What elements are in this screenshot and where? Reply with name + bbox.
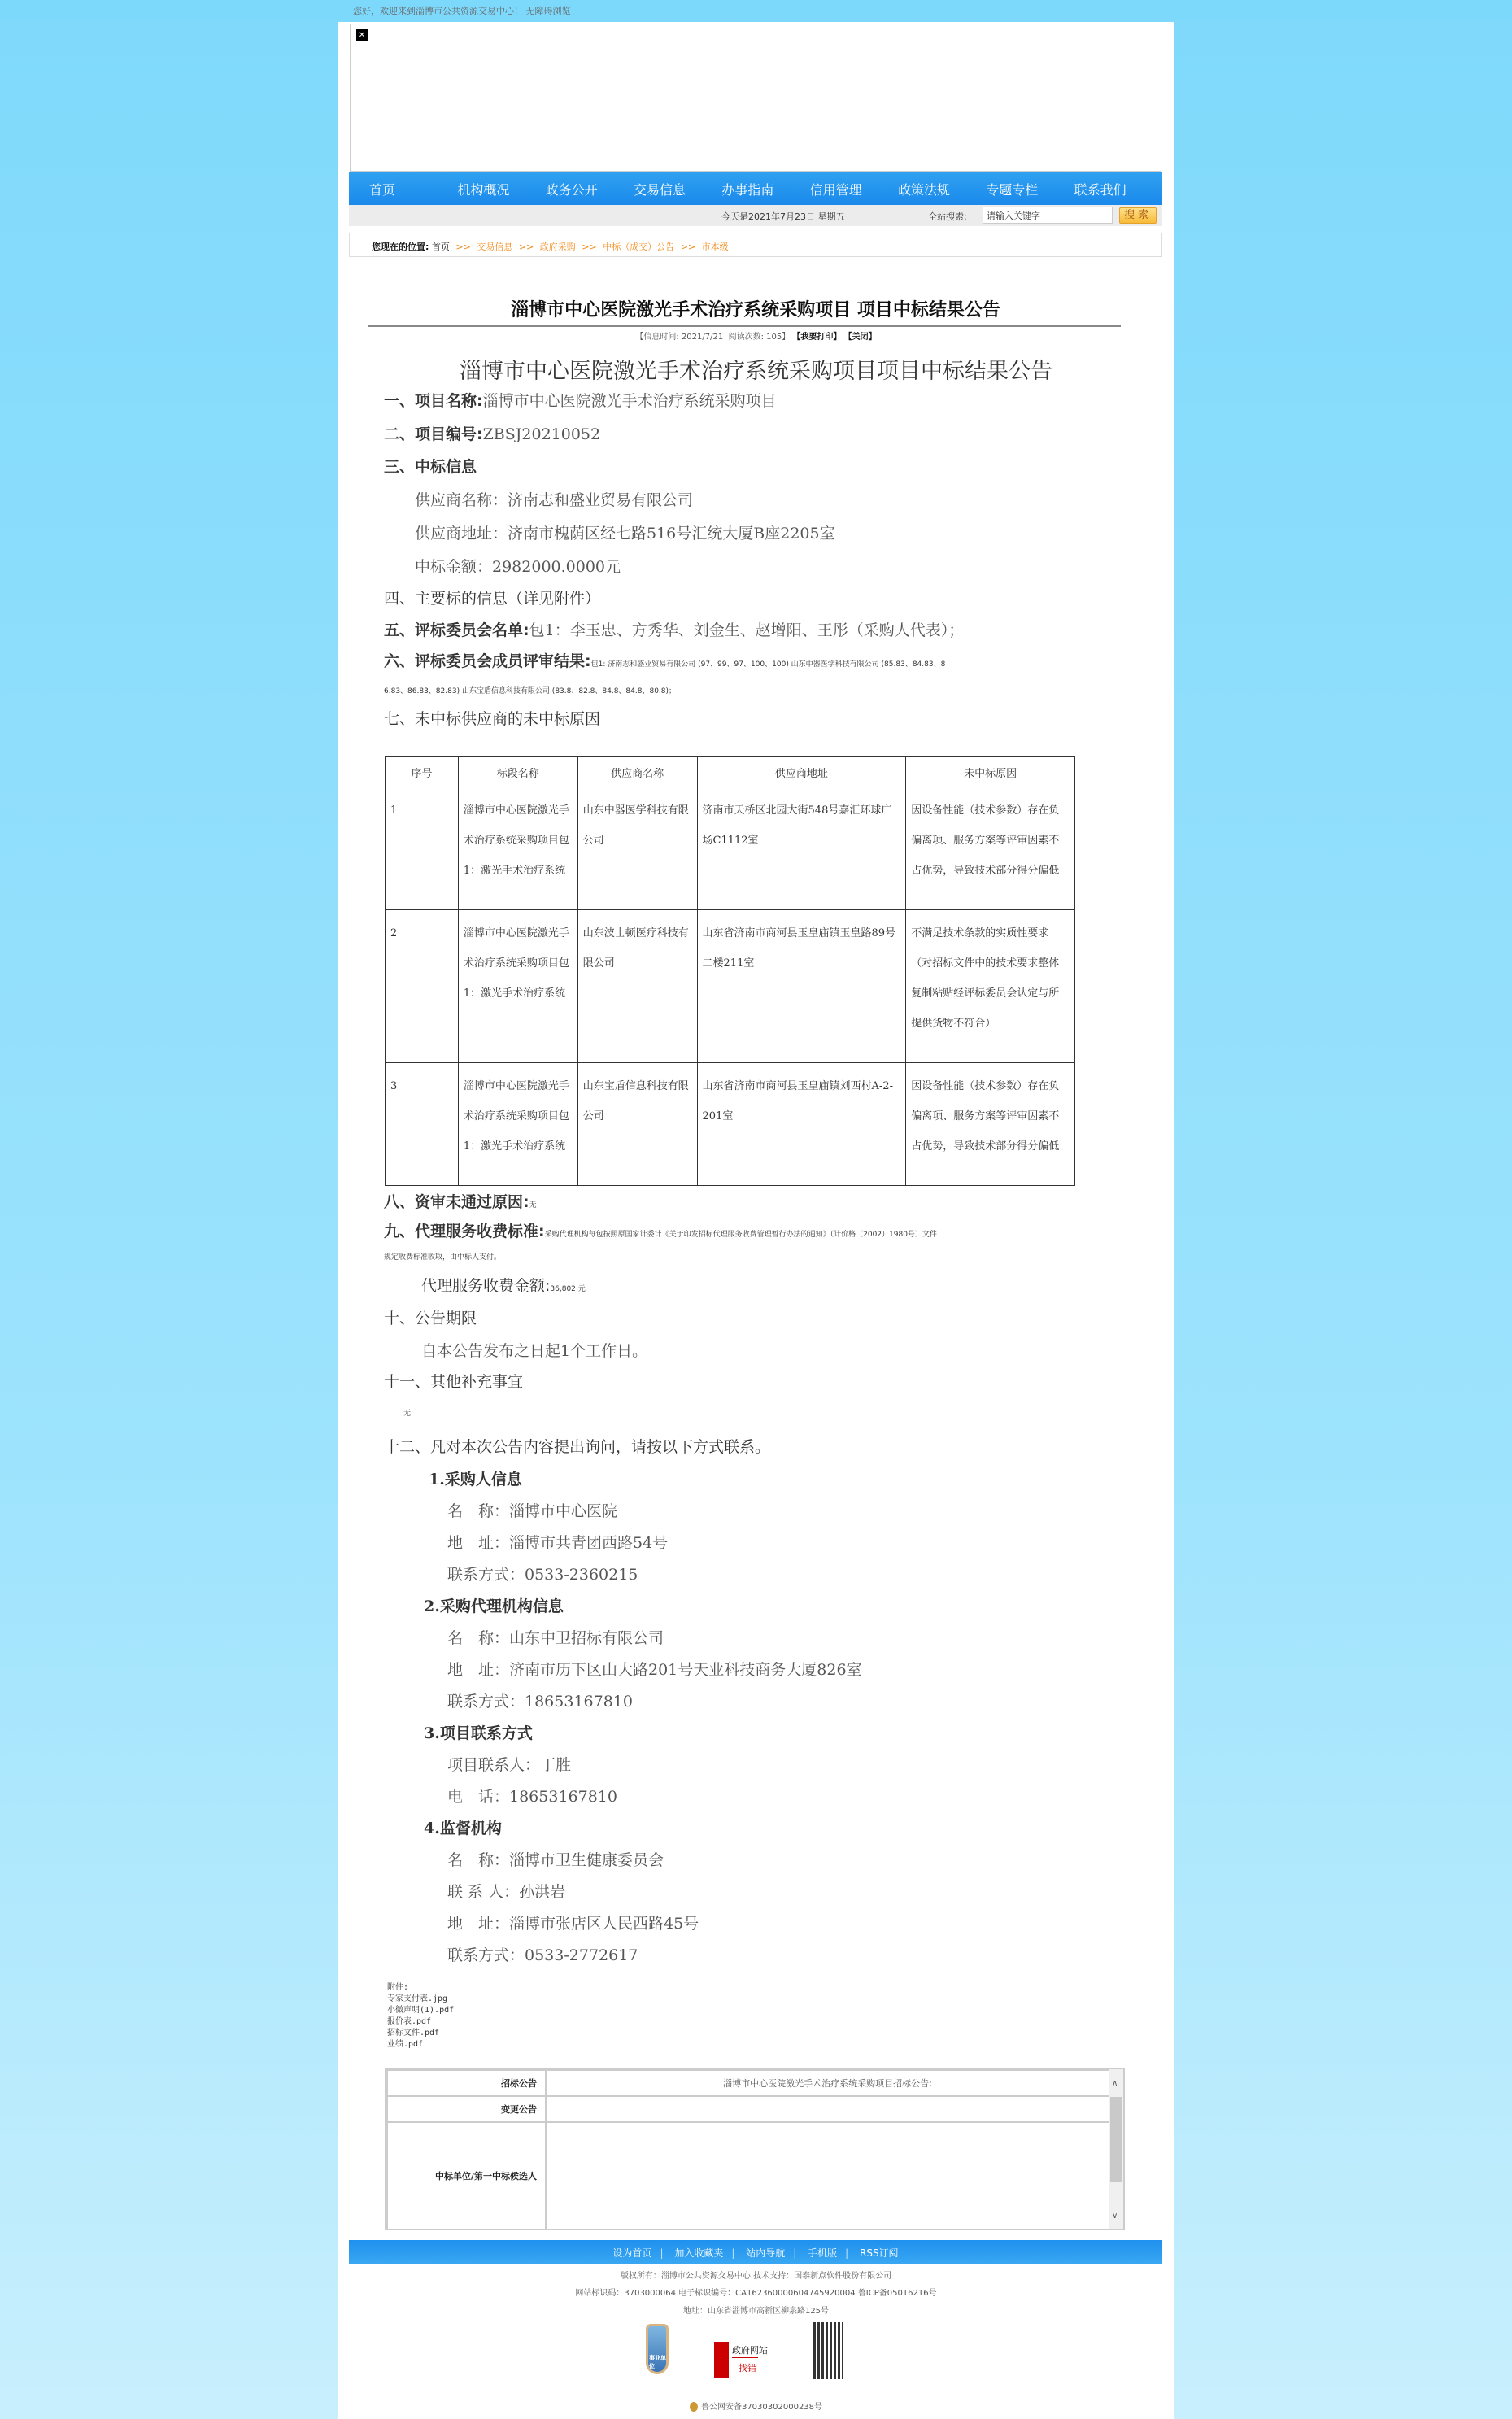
breadcrumb-label: 您现在的位置:	[372, 242, 429, 252]
footer-copyright: 版权所有：淄博市公共资源交易中心 技术支持：国泰新点软件股份有限公司	[620, 2272, 892, 2281]
project-contact-title: 3.项目联系方式	[424, 1724, 533, 1742]
nav-policy[interactable]: 政策法规	[897, 181, 950, 198]
broken-image-icon: ✕	[356, 29, 368, 41]
section-6	[384, 649, 945, 671]
police-emblem-icon	[690, 2402, 698, 2412]
footer-mobile[interactable]: 手机版	[808, 2247, 838, 2259]
info-bar	[349, 205, 1162, 226]
section-3-label: 三、中标信息	[384, 458, 477, 476]
breadcrumb	[349, 233, 1162, 257]
purchaser-address: 地 址：淄博市共青团西路54号	[447, 1534, 669, 1552]
footer-add-favorite[interactable]: 加入收藏夹	[674, 2247, 724, 2259]
col-header-address: 供应商地址	[697, 757, 906, 787]
nav-gov-affairs[interactable]: 政务公开	[545, 181, 598, 198]
cell-address: 济南市天桥区北园大街548号嘉汇环球广场C1112室	[697, 787, 906, 910]
reads-count: 105】	[766, 333, 791, 342]
col-header-lot: 标段名称	[458, 757, 577, 787]
cell-lot: 淄博市中心医院激光手术治疗系统采购项目包1：激光手术治疗系统	[458, 787, 577, 910]
scroll-up-icon[interactable]: ∧	[1112, 2079, 1118, 2088]
nav-home[interactable]: 首页	[369, 181, 396, 198]
nav-guide[interactable]: 办事指南	[721, 181, 774, 198]
institution-badge-icon[interactable]: 事业单位	[646, 2324, 669, 2374]
footer-badges	[0, 2324, 1512, 2381]
cell-supplier: 山东波士顿医疗科技有限公司	[577, 910, 697, 1063]
section-5-value: 包1：李玉忠、方秀华、刘金生、赵增阳、王彤（采购人代表）；	[529, 621, 965, 639]
related-notices-panel	[385, 2068, 1125, 2230]
breadcrumb-separator: >>	[518, 242, 534, 252]
bid-amount: 中标金额：2982000.0000元	[415, 558, 621, 576]
table-header-row	[386, 757, 1075, 787]
supervisor-phone: 联系方式：0533-2772617	[447, 1946, 638, 1964]
nav-contact[interactable]: 联系我们	[1074, 181, 1126, 198]
related-row	[387, 2070, 1109, 2096]
agency-fee-value: 36,802 元	[550, 1285, 586, 1293]
col-header-supplier: 供应商名称	[577, 757, 697, 787]
breadcrumb-separator: >>	[582, 242, 597, 252]
section-8-value: 无	[529, 1201, 537, 1210]
search-button[interactable]: 搜索	[1119, 207, 1157, 224]
nav-trade-info[interactable]: 交易信息	[633, 181, 686, 198]
scroll-down-icon[interactable]: ∨	[1112, 2212, 1118, 2221]
cell-no: 1	[386, 787, 459, 910]
breadcrumb-separator: >>	[455, 242, 471, 252]
footer-address: 地址：山东省淄博市高新区柳泉路125号	[682, 2307, 830, 2316]
breadcrumb-award-notice[interactable]: 中标（成交）公告	[603, 242, 675, 252]
agency-fee-label: 代理服务收费金额:	[421, 1277, 551, 1295]
info-time-label: 【信息时间:	[635, 333, 679, 342]
section-1	[384, 389, 777, 411]
supervisor-person: 联 系 人：孙洪岩	[447, 1883, 566, 1901]
section-3	[384, 455, 477, 477]
supplier-name: 供应商名称：济南志和盛业贸易有限公司	[415, 491, 694, 509]
purchaser-name: 名 称：淄博市中心医院	[447, 1502, 618, 1520]
section-9-value-1: 采购代理机构每包按照原国家计委计《关于印发招标代理服务收费管理暂行办法的通知》（计价格（2002）1980号）文件	[544, 1231, 937, 1239]
section-6-value-2: 6.83、86.83、82.83) 山东宝盾信息科技有限公司 (83.8、82.8、84.8、84.8、80.8)；	[384, 687, 677, 695]
cell-supplier: 山东宝盾信息科技有限公司	[577, 1063, 697, 1186]
section-6-value-1: 包1: 济南志和盛业贸易有限公司 (97、99、97、100、100) 山东中器医学科技有限公司 (85.83、84.83、8	[590, 660, 946, 669]
footer-rss[interactable]: RSS订阅	[859, 2247, 899, 2259]
section-5-label: 五、评标委员会名单:	[384, 621, 529, 639]
cell-address: 山东省济南市商河县玉皇庙镇玉皇路89号二楼211室	[697, 910, 906, 1063]
police-record[interactable]: 鲁公网安备37030302000238号	[0, 2399, 1512, 2412]
section-9-value-2: 规定收费标准收取，由中标人支付。	[384, 1253, 502, 1262]
table-row	[386, 910, 1075, 1063]
cell-no: 3	[386, 1063, 459, 1186]
section-12: 十二、凡对本次公告内容提出询问，请按以下方式联系。	[384, 1438, 771, 1456]
supervisor-title: 4.监督机构	[424, 1820, 502, 1837]
search-input[interactable]	[983, 207, 1113, 224]
gov-site-error-report-icon[interactable]: 政府网站 找错	[714, 2342, 802, 2379]
search-label: 全站搜索:	[928, 211, 967, 222]
section-1-value: 淄博市中心医院激光手术治疗系统采购项目	[482, 392, 777, 410]
section-6-label: 六、评标委员会成员评审结果:	[384, 652, 591, 670]
qr-code-icon	[813, 2322, 843, 2379]
section-10: 十、公告期限	[384, 1310, 477, 1327]
supplier-address: 供应商地址：济南市槐荫区经七路516号汇统大厦B座2205室	[415, 525, 835, 543]
attachment-link[interactable]: 小微声明(1).pdf	[387, 2006, 455, 2015]
supervisor-name: 名 称：淄博市卫生健康委员会	[447, 1851, 664, 1869]
footer-nav: 设为首页 | 加入收藏夹 | 站内导航 | 手机版 | RSS订阅	[349, 2240, 1162, 2264]
nav-topics[interactable]: 专题专栏	[986, 181, 1039, 198]
cell-no: 2	[386, 910, 459, 1063]
supervisor-address: 地 址：淄博市张店区人民西路45号	[447, 1915, 699, 1933]
section-7: 七、未中标供应商的未中标原因	[384, 710, 601, 728]
table-row	[386, 787, 1075, 910]
agency-name: 名 称：山东中卫招标有限公司	[447, 1629, 664, 1647]
close-button[interactable]: 【关闭】	[843, 333, 877, 342]
section-9	[384, 1219, 937, 1241]
document-title: 淄博市中心医院激光手术治疗系统采购项目项目中标结果公告	[460, 359, 1052, 384]
breadcrumb-home[interactable]: 首页	[431, 242, 450, 252]
related-row	[387, 2096, 1109, 2122]
section-1-label: 一、项目名称:	[384, 392, 483, 410]
section-8	[384, 1190, 537, 1212]
footer-sitemap[interactable]: 站内导航	[746, 2247, 786, 2259]
attachment-link[interactable]: 招标文件.pdf	[387, 2029, 440, 2038]
table-row	[386, 1063, 1075, 1186]
related-value	[546, 2096, 1109, 2122]
reads-label: 阅读次数:	[728, 333, 764, 342]
cell-reason: 因设备性能（技术参数）存在负偏离项、服务方案等评审因素不占优势，导致技术部分得分偏低	[906, 1063, 1075, 1186]
page-title: 淄博市中心医院激光手术治疗系统采购项目 项目中标结果公告	[511, 299, 1000, 320]
cell-supplier: 山东中器医学科技有限公司	[577, 787, 697, 910]
attachment-link[interactable]: 专家支付表.jpg	[387, 1994, 448, 2003]
attachment-link[interactable]: 业绩.pdf	[387, 2040, 424, 2049]
related-scrollbar[interactable]	[1109, 2069, 1123, 2229]
attachment-link[interactable]: 报价表.pdf	[387, 2017, 432, 2026]
section-2-value: ZBSJ20210052	[482, 425, 601, 443]
related-key: 变更公告	[387, 2096, 546, 2122]
project-contact-person: 项目联系人：丁胜	[447, 1756, 572, 1774]
related-row	[387, 2122, 1109, 2229]
related-notices-table	[386, 2069, 1110, 2230]
nav-credit[interactable]: 信用管理	[809, 181, 862, 198]
section-4: 四、主要标的信息（详见附件）	[384, 590, 601, 608]
agency-fee	[421, 1274, 586, 1296]
breadcrumb-trade-info[interactable]: 交易信息	[477, 242, 513, 252]
col-header-no: 序号	[386, 757, 459, 787]
breadcrumb-city-level[interactable]: 市本级	[701, 242, 729, 252]
related-key: 中标单位/第一中标候选人	[387, 2122, 546, 2229]
section-5	[384, 618, 964, 640]
col-header-reason: 未中标原因	[906, 757, 1075, 787]
section-11: 十一、其他补充事宜	[384, 1373, 524, 1391]
section-10-value: 自本公告发布之日起1个工作日。	[421, 1342, 648, 1360]
section-9-label: 九、代理服务收费标准:	[384, 1223, 545, 1240]
footer-set-homepage[interactable]: 设为首页	[612, 2247, 652, 2259]
article-meta	[0, 329, 1512, 342]
cell-lot: 淄博市中心医院激光手术治疗系统采购项目包1：激光手术治疗系统	[458, 1063, 577, 1186]
top-bar	[0, 0, 1512, 21]
nav-about[interactable]: 机构概况	[457, 181, 510, 198]
section-2-label: 二、项目编号:	[384, 425, 483, 443]
breadcrumb-gov-procurement[interactable]: 政府采购	[539, 242, 576, 252]
footer-ids: 网站标识码：3703000064 电子标识编号：CA162360000604745920004 鲁ICP备05016216号	[575, 2289, 937, 2298]
agency-phone: 联系方式：18653167810	[447, 1693, 633, 1711]
current-date: 今天是2021年7月23日 星期五	[721, 211, 845, 222]
print-button[interactable]: 【我要打印】	[792, 333, 842, 342]
section-8-label: 八、资审未通过原因:	[384, 1193, 529, 1211]
info-time: 2021/7/21	[681, 333, 724, 342]
related-key: 招标公告	[387, 2070, 546, 2096]
cell-address: 山东省济南市商河县玉皇庙镇刘西村A-2-201室	[697, 1063, 906, 1186]
agency-address: 地 址：济南市历下区山大路201号天业科技商务大厦826室	[447, 1661, 862, 1679]
scroll-thumb[interactable]	[1110, 2097, 1122, 2182]
agency-title: 2.采购代理机构信息	[424, 1597, 564, 1615]
title-divider	[368, 325, 1121, 327]
welcome-text: 您好，欢迎来到淄博市公共资源交易中心！ 无障碍浏览	[353, 6, 571, 16]
related-value-link[interactable]: 淄博市中心医院激光手术治疗系统采购项目招标公告;	[546, 2070, 1109, 2096]
cell-lot: 淄博市中心医院激光手术治疗系统采购项目包1：激光手术治疗系统	[458, 910, 577, 1063]
purchaser-phone: 联系方式：0533-2360215	[447, 1566, 638, 1584]
unsuccessful-bidders-table	[385, 756, 1075, 1186]
purchaser-title: 1.采购人信息	[429, 1471, 522, 1488]
related-value	[546, 2122, 1109, 2229]
section-11-value: 无	[403, 1410, 412, 1418]
attachments-label: 附件:	[387, 1983, 409, 1992]
main-nav	[349, 172, 1162, 205]
project-contact-phone: 电 话：18653167810	[447, 1788, 617, 1806]
cell-reason: 因设备性能（技术参数）存在负偏离项、服务方案等评审因素不占优势，导致技术部分得分偏低	[906, 787, 1075, 910]
cell-reason: 不满足技术条款的实质性要求（对招标文件中的技术要求整体复制粘贴经评标委员会认定与所提供货物不符合）	[906, 910, 1075, 1063]
section-2	[384, 422, 600, 444]
breadcrumb-separator: >>	[680, 242, 696, 252]
header-banner	[350, 24, 1161, 172]
attachments	[387, 1982, 454, 2051]
